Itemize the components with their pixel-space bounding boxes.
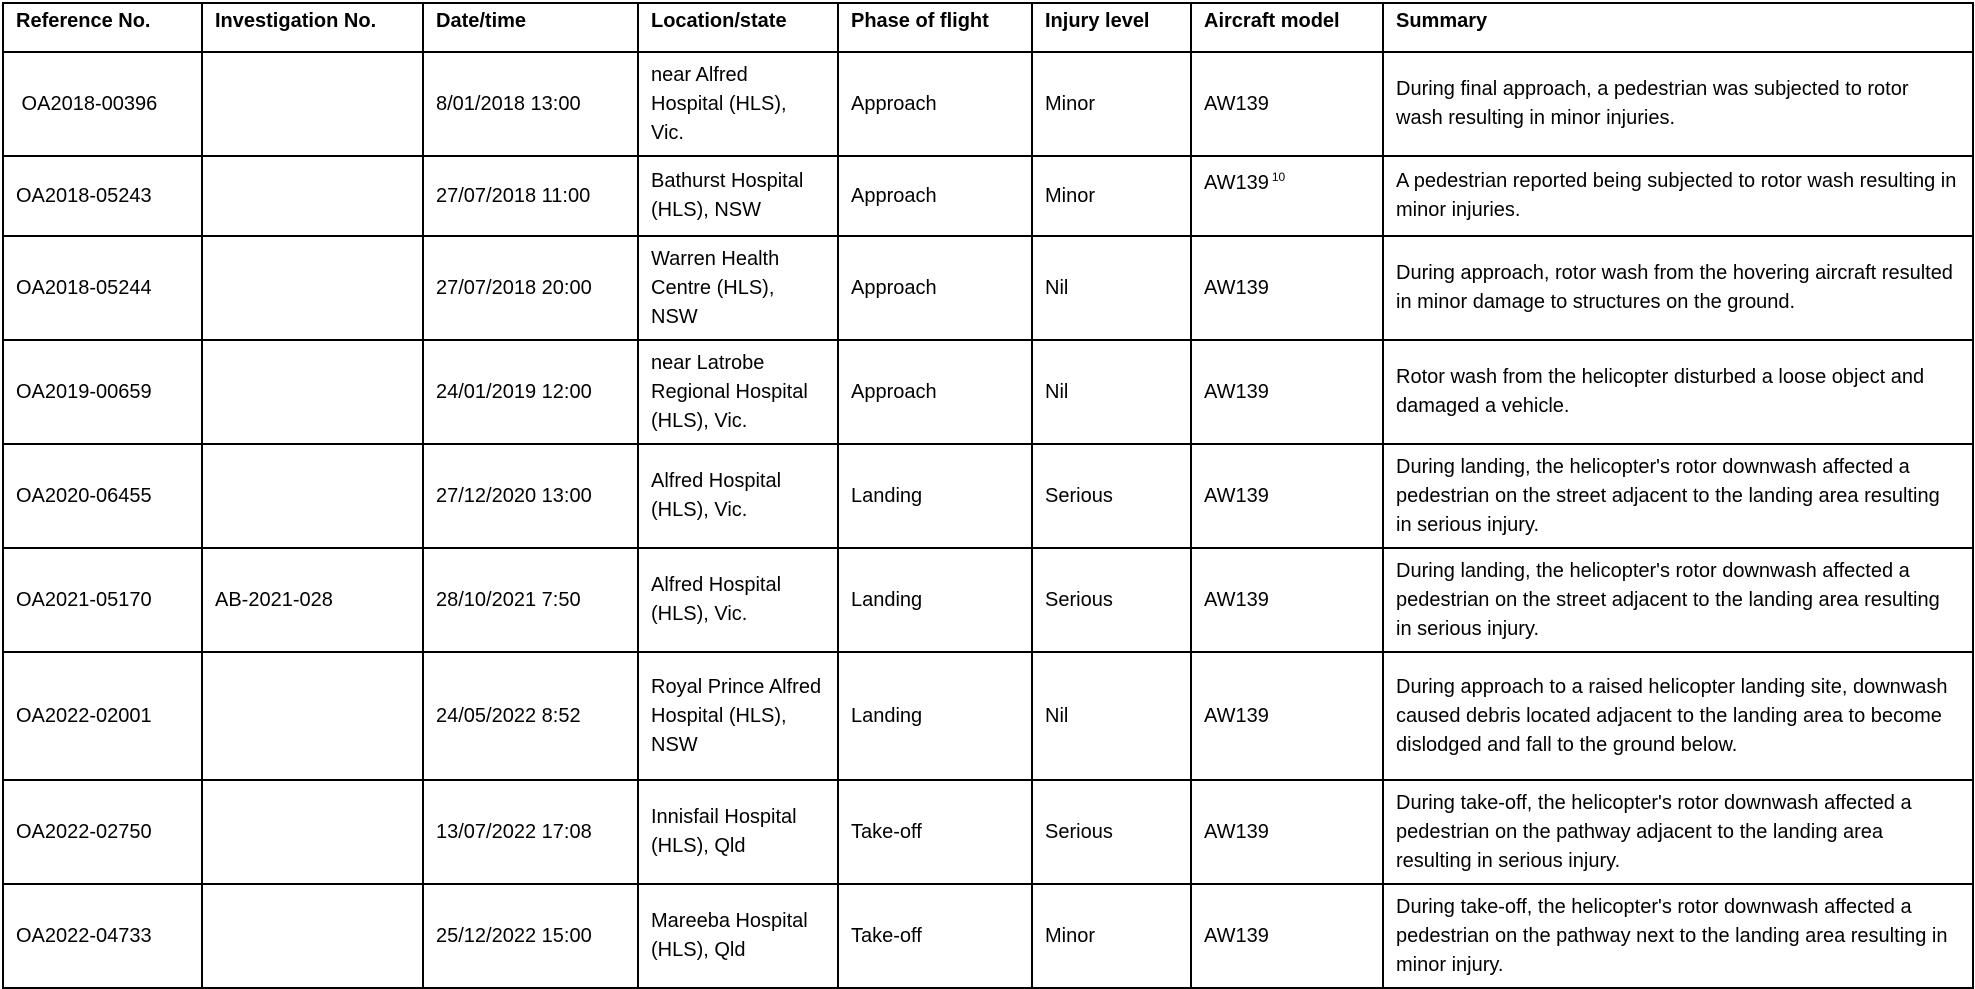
cell-injury: Serious	[1032, 780, 1191, 884]
cell-aircraft	[1191, 236, 1383, 340]
table-row	[3, 52, 1973, 156]
cell-reference: OA2021-05170	[3, 548, 202, 652]
aircraft-model: AW139	[1204, 588, 1269, 611]
cell-aircraft	[1191, 156, 1383, 236]
cell-location: Alfred Hospital (HLS), Vic.	[638, 548, 838, 652]
cell-investigation	[202, 444, 423, 548]
cell-datetime: 25/12/2022 15:00	[423, 884, 638, 988]
cell-phase: Approach	[838, 340, 1032, 444]
cell-phase: Take-off	[838, 884, 1032, 988]
cell-phase: Approach	[838, 52, 1032, 156]
aircraft-model: AW139	[1204, 924, 1269, 947]
cell-summary: During landing, the helicopter's rotor downwash affected a pedestrian on the street adjacent to the landing area resulting in serious injury.	[1383, 548, 1973, 652]
cell-aircraft	[1191, 52, 1383, 156]
occurrence-table-wrapper	[2, 2, 1972, 989]
cell-summary: During take-off, the helicopter's rotor downwash affected a pedestrian on the pathway adjacent to the landing area resulting in serious injury.	[1383, 780, 1973, 884]
aircraft-model: AW139	[1204, 484, 1269, 507]
cell-reference: OA2018-05243	[3, 156, 202, 236]
cell-investigation	[202, 652, 423, 780]
cell-investigation	[202, 156, 423, 236]
cell-aircraft	[1191, 884, 1383, 988]
cell-investigation: AB-2021-028	[202, 548, 423, 652]
col-header-phase: Phase of flight	[838, 3, 1032, 52]
cell-aircraft	[1191, 780, 1383, 884]
col-header-injury: Injury level	[1032, 3, 1191, 52]
cell-injury: Minor	[1032, 884, 1191, 988]
cell-reference: OA2018-05244	[3, 236, 202, 340]
table-row	[3, 340, 1973, 444]
cell-phase: Take-off	[838, 780, 1032, 884]
cell-location: Mareeba Hospital (HLS), Qld	[638, 884, 838, 988]
cell-injury: Serious	[1032, 548, 1191, 652]
cell-phase: Approach	[838, 236, 1032, 340]
cell-phase: Landing	[838, 444, 1032, 548]
col-header-reference: Reference No.	[3, 3, 202, 52]
table-row	[3, 236, 1973, 340]
table-row	[3, 156, 1973, 236]
cell-datetime: 8/01/2018 13:00	[423, 52, 638, 156]
cell-investigation	[202, 236, 423, 340]
cell-investigation	[202, 340, 423, 444]
cell-location: Warren Health Centre (HLS), NSW	[638, 236, 838, 340]
aircraft-model: AW139	[1204, 380, 1269, 403]
cell-datetime: 24/05/2022 8:52	[423, 652, 638, 780]
cell-reference: OA2019-00659	[3, 340, 202, 444]
cell-summary: During approach to a raised helicopter landing site, downwash caused debris located adjacent to the landing area to become dislodged and fall to the ground below.	[1383, 652, 1973, 780]
cell-investigation	[202, 52, 423, 156]
aircraft-model: AW139	[1204, 704, 1269, 727]
cell-datetime: 27/07/2018 20:00	[423, 236, 638, 340]
cell-investigation	[202, 884, 423, 988]
table-row	[3, 444, 1973, 548]
cell-summary: Rotor wash from the helicopter disturbed a loose object and damaged a vehicle.	[1383, 340, 1973, 444]
cell-injury: Nil	[1032, 340, 1191, 444]
cell-location: near Latrobe Regional Hospital (HLS), Vic.	[638, 340, 838, 444]
table-row	[3, 780, 1973, 884]
cell-injury: Serious	[1032, 444, 1191, 548]
cell-summary: During approach, rotor wash from the hovering aircraft resulted in minor damage to structures on the ground.	[1383, 236, 1973, 340]
cell-summary: A pedestrian reported being subjected to rotor wash resulting in minor injuries.	[1383, 156, 1973, 236]
cell-aircraft	[1191, 444, 1383, 548]
cell-reference: OA2022-04733	[3, 884, 202, 988]
cell-reference: OA2022-02001	[3, 652, 202, 780]
header-row	[3, 3, 1973, 52]
cell-datetime: 24/01/2019 12:00	[423, 340, 638, 444]
cell-datetime: 28/10/2021 7:50	[423, 548, 638, 652]
col-header-aircraft: Aircraft model	[1191, 3, 1383, 52]
aircraft-model: AW139	[1204, 820, 1269, 843]
aircraft-model: AW139	[1204, 92, 1269, 115]
cell-aircraft	[1191, 340, 1383, 444]
cell-injury: Minor	[1032, 156, 1191, 236]
cell-reference: OA2020-06455	[3, 444, 202, 548]
col-header-location: Location/state	[638, 3, 838, 52]
cell-datetime: 27/07/2018 11:00	[423, 156, 638, 236]
cell-location: near Alfred Hospital (HLS), Vic.	[638, 52, 838, 156]
cell-injury: Minor	[1032, 52, 1191, 156]
cell-datetime: 27/12/2020 13:00	[423, 444, 638, 548]
cell-location: Royal Prince Alfred Hospital (HLS), NSW	[638, 652, 838, 780]
cell-aircraft	[1191, 548, 1383, 652]
cell-summary: During landing, the helicopter's rotor downwash affected a pedestrian on the street adjacent to the landing area resulting in serious injury.	[1383, 444, 1973, 548]
occurrence-table	[2, 2, 1974, 989]
cell-investigation	[202, 780, 423, 884]
cell-datetime: 13/07/2022 17:08	[423, 780, 638, 884]
cell-injury: Nil	[1032, 652, 1191, 780]
table-row	[3, 652, 1973, 780]
footnote-reference[interactable]: 10	[1271, 170, 1286, 185]
cell-phase: Approach	[838, 156, 1032, 236]
cell-summary: During final approach, a pedestrian was subjected to rotor wash resulting in minor injuries.	[1383, 52, 1973, 156]
aircraft-model: AW139	[1204, 172, 1269, 194]
col-header-investigation: Investigation No.	[202, 3, 423, 52]
cell-summary: During take-off, the helicopter's rotor downwash affected a pedestrian on the pathway next to the landing area resulting in minor injury.	[1383, 884, 1973, 988]
table-row	[3, 884, 1973, 988]
cell-aircraft	[1191, 652, 1383, 780]
col-header-datetime: Date/time	[423, 3, 638, 52]
cell-location: Innisfail Hospital (HLS), Qld	[638, 780, 838, 884]
cell-phase: Landing	[838, 652, 1032, 780]
aircraft-model: AW139	[1204, 276, 1269, 299]
cell-location: Bathurst Hospital (HLS), NSW	[638, 156, 838, 236]
cell-location: Alfred Hospital (HLS), Vic.	[638, 444, 838, 548]
table-row	[3, 548, 1973, 652]
cell-reference: OA2018-00396	[3, 52, 202, 156]
cell-phase: Landing	[838, 548, 1032, 652]
cell-injury: Nil	[1032, 236, 1191, 340]
col-header-summary: Summary	[1383, 3, 1973, 52]
cell-reference: OA2022-02750	[3, 780, 202, 884]
